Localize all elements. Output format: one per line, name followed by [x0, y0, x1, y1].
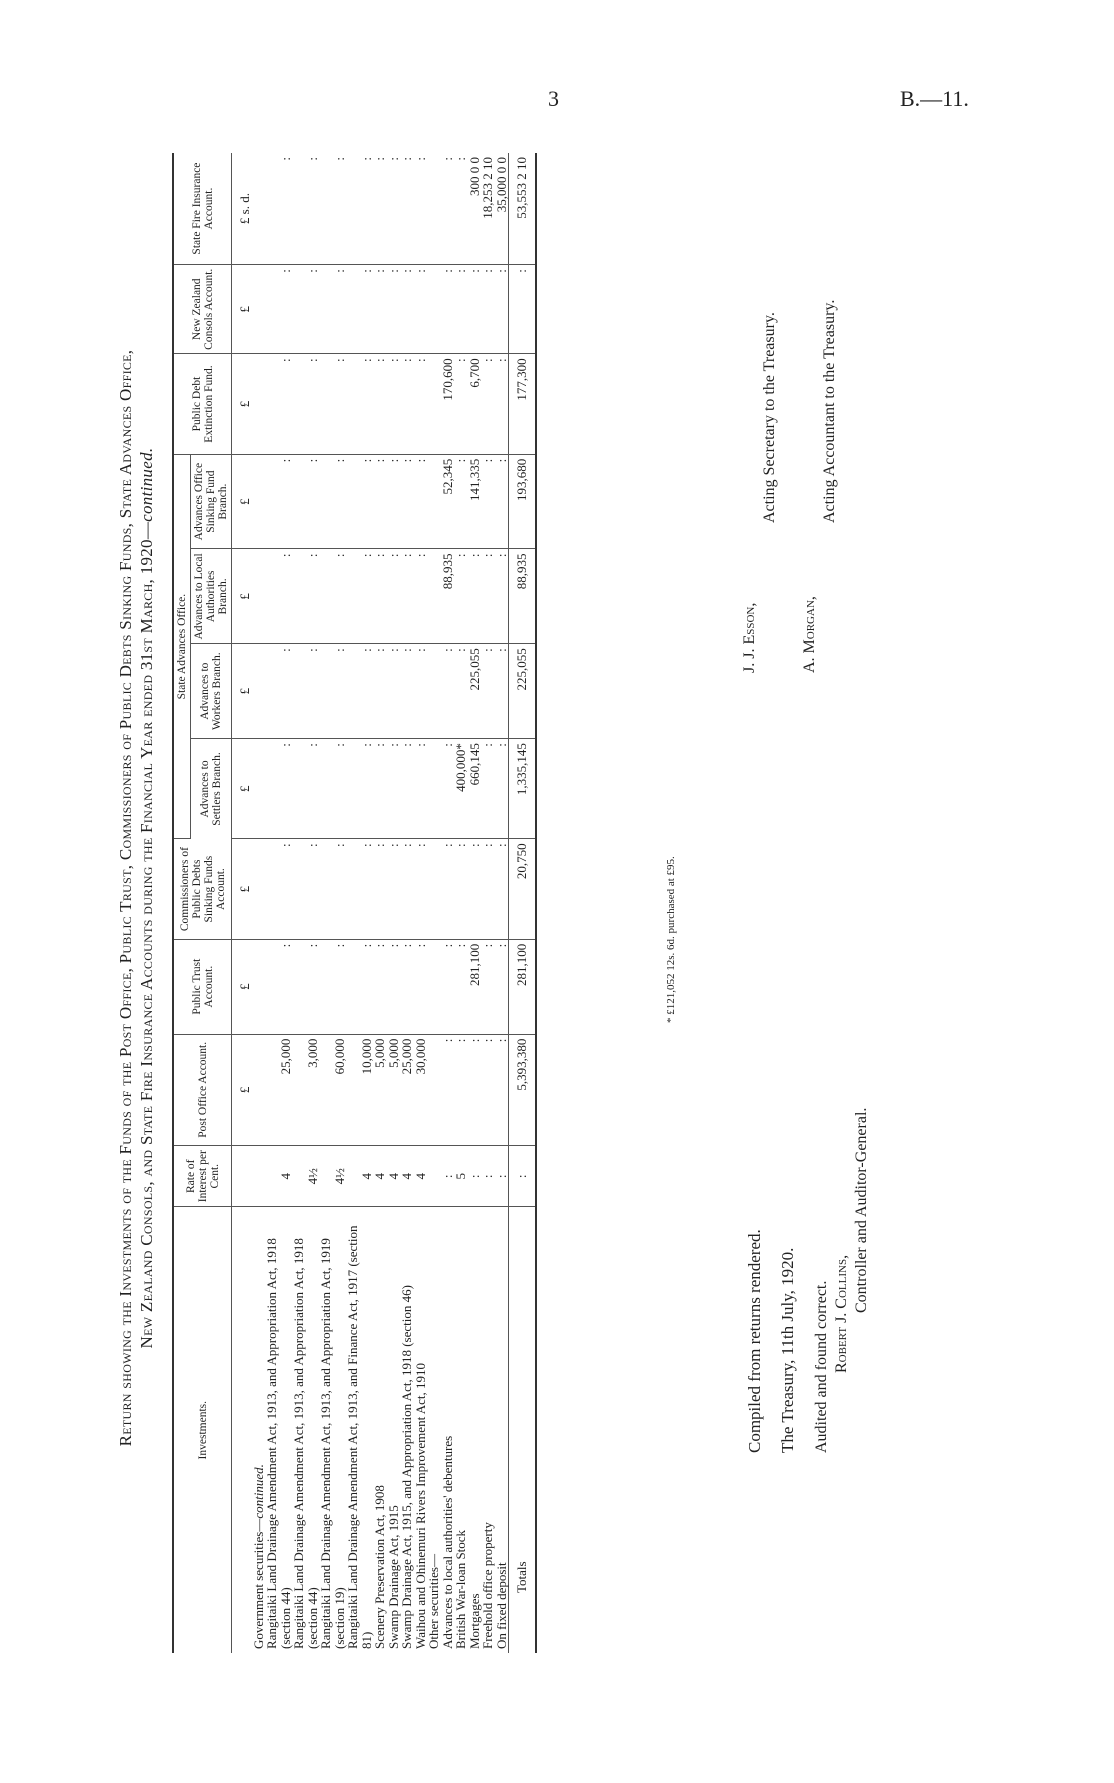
amount-cell: :: [495, 354, 509, 454]
compiled-note: Compiled from returns rendered.: [745, 1229, 764, 1453]
amount-cell: :: [319, 839, 346, 939]
amount-cell: :: [414, 549, 428, 644]
section-other: Other securities—: [426, 1554, 441, 1649]
amount-cell: :: [495, 939, 509, 1034]
signatory-role: Acting Accountant to the Treasury.: [821, 299, 838, 523]
amount-cell: :: [495, 1034, 509, 1146]
header-workers: Advances to Workers Branch.: [191, 644, 232, 739]
amount-cell: :: [373, 454, 387, 549]
investments-table: [172, 153, 537, 1653]
amount-cell: :: [400, 839, 414, 939]
interest-rate: 4½: [292, 1146, 319, 1207]
amount-cell: :: [319, 454, 346, 549]
total-sinking-fund: 193,680: [509, 454, 536, 549]
amount-cell: :: [495, 454, 509, 549]
amount-cell: 10,000: [346, 1034, 373, 1146]
interest-rate: 4: [373, 1146, 387, 1207]
amount-cell: :: [346, 939, 373, 1034]
amount-cell: :: [292, 644, 319, 739]
amount-cell: 60,000: [319, 1034, 346, 1146]
amount-cell: 18,253 2 10: [481, 153, 495, 265]
amount-cell: :: [454, 354, 468, 454]
amount-cell: :: [414, 153, 428, 265]
interest-rate: 4: [387, 1146, 401, 1207]
amount-cell: :: [400, 265, 414, 354]
amount-cell: :: [265, 153, 292, 265]
totals-rate: :: [509, 1146, 536, 1207]
amount-cell: :: [319, 549, 346, 644]
unit-cell: £: [232, 549, 252, 644]
amount-cell: :: [454, 839, 468, 939]
amount-cell: :: [373, 739, 387, 839]
unit-cell: £: [232, 939, 252, 1034]
amount-cell: :: [441, 153, 455, 265]
amount-cell: :: [292, 354, 319, 454]
total-post-office: 5,393,380: [509, 1034, 536, 1146]
footnote: * £121,052 12s. 6d. purchased at £95.: [665, 856, 677, 1023]
table-row: [292, 153, 319, 1653]
amount-cell: :: [387, 939, 401, 1034]
amount-cell: :: [265, 939, 292, 1034]
amount-cell: :: [495, 644, 509, 739]
amount-cell: :: [400, 644, 414, 739]
amount-cell: :: [346, 739, 373, 839]
other-rows: [441, 153, 509, 1653]
amount-cell: :: [481, 354, 495, 454]
amount-cell: :: [481, 454, 495, 549]
amount-cell: :: [265, 739, 292, 839]
amount-cell: :: [265, 265, 292, 354]
amount-cell: :: [468, 265, 482, 354]
investment-label: Freehold office property: [480, 1522, 495, 1649]
interest-rate: :: [441, 1146, 455, 1207]
amount-cell: :: [292, 739, 319, 839]
investment-label: Rangitaiki Land Drainage Amendment Act, 1913, and Appropriation Act, 1919 (section 19): [318, 1238, 347, 1649]
amount-cell: :: [373, 549, 387, 644]
amount-cell: :: [346, 354, 373, 454]
amount-cell: 52,345: [441, 454, 455, 549]
amount-cell: 281,100: [468, 939, 482, 1034]
amount-cell: :: [292, 454, 319, 549]
total-local-authorities: 88,935: [509, 549, 536, 644]
amount-cell: :: [400, 354, 414, 454]
auditor-role: Controller and Auditor-General.: [853, 1107, 870, 1313]
title-line-2: New Zealand Consols, and State Fire Insurance Accounts during the Financial Year ended 31st March, 1920—: [137, 521, 156, 1349]
document-title: [115, 123, 157, 1673]
page-number: 3: [548, 86, 559, 111]
interest-rate: :: [468, 1146, 482, 1207]
amount-cell: :: [414, 839, 428, 939]
amount-cell: :: [414, 265, 428, 354]
investment-label: Swamp Drainage Act, 1915, and Appropriation Act, 1918 (section 46): [399, 1285, 414, 1649]
unit-cell: £: [232, 454, 252, 549]
amount-cell: :: [454, 454, 468, 549]
signature-accountant: [800, 300, 840, 673]
amount-cell: :: [481, 839, 495, 939]
investment-label: On fixed deposit: [493, 1562, 509, 1649]
table-row: [468, 153, 482, 1653]
audit-line: Audited and found correct.: [813, 1280, 830, 1453]
investment-label: British War-loan Stock: [453, 1529, 468, 1649]
title-line-1: Return showing the Investments of the Funds of the Post Office, Public Trust, Commissioners of Public Debts Sinking Funds, State Advances Office,: [116, 349, 135, 1447]
table-row: [346, 153, 373, 1653]
amount-cell: 141,335: [468, 454, 482, 549]
total-nz-consols: :: [509, 265, 536, 354]
amount-cell: :: [495, 839, 509, 939]
amount-cell: :: [400, 739, 414, 839]
interest-rate: 5: [454, 1146, 468, 1207]
amount-cell: :: [387, 354, 401, 454]
amount-cell: :: [400, 454, 414, 549]
amount-cell: :: [265, 644, 292, 739]
amount-cell: :: [454, 549, 468, 644]
amount-cell: :: [454, 644, 468, 739]
header-fire-insurance: State Fire Insurance Account.: [173, 153, 232, 265]
amount-cell: :: [265, 839, 292, 939]
amount-cell: :: [387, 644, 401, 739]
amount-cell: :: [319, 739, 346, 839]
investment-label: Scenery Preservation Act, 1908: [372, 1485, 387, 1649]
amount-cell: :: [400, 549, 414, 644]
amount-cell: :: [481, 549, 495, 644]
investment-label: Waihou and Ohinemuri Rivers Improvement Act, 1910: [412, 1363, 428, 1649]
amount-cell: :: [387, 153, 401, 265]
amount-cell: :: [265, 454, 292, 549]
table-row: [414, 153, 428, 1653]
amount-cell: 300 0 0: [468, 153, 482, 265]
amount-cell: :: [414, 939, 428, 1034]
amount-cell: :: [319, 153, 346, 265]
amount-cell: 660,145: [468, 739, 482, 839]
unit-cell: £: [232, 354, 252, 454]
amount-cell: :: [373, 153, 387, 265]
table-row: [387, 153, 401, 1653]
amount-cell: :: [319, 644, 346, 739]
amount-cell: :: [265, 549, 292, 644]
interest-rate: 4: [414, 1146, 428, 1207]
amount-cell: :: [319, 265, 346, 354]
amount-cell: :: [346, 644, 373, 739]
auditor-name: Robert J. Collins,: [833, 1254, 850, 1373]
header-local-authorities: Advances to Local Authorities Branch.: [191, 549, 232, 644]
amount-cell: :: [454, 939, 468, 1034]
amount-cell: :: [346, 153, 373, 265]
amount-cell: 6,700: [468, 354, 482, 454]
amount-cell: 35,000 0 0: [495, 153, 509, 265]
table-row: [265, 153, 292, 1653]
signature-secretary: [740, 312, 780, 673]
amount-cell: :: [292, 549, 319, 644]
amount-cell: 3,000: [292, 1034, 319, 1146]
interest-rate: 4½: [319, 1146, 346, 1207]
amount-cell: :: [346, 549, 373, 644]
interest-rate: 4: [400, 1146, 414, 1207]
amount-cell: :: [292, 153, 319, 265]
amount-cell: :: [373, 644, 387, 739]
amount-cell: :: [495, 739, 509, 839]
amount-cell: :: [441, 939, 455, 1034]
investment-label: Swamp Drainage Act, 1915: [385, 1505, 401, 1649]
amount-cell: 225,055: [468, 644, 482, 739]
amount-cell: :: [373, 265, 387, 354]
investment-label: Rangitaiki Land Drainage Amendment Act, 1913, and Appropriation Act, 1918 (section 44): [291, 1238, 320, 1649]
amount-cell: :: [441, 1034, 455, 1146]
interest-rate: :: [495, 1146, 509, 1207]
amount-cell: 170,600: [441, 354, 455, 454]
amount-cell: :: [468, 1034, 482, 1146]
amount-cell: :: [319, 939, 346, 1034]
header-rate: Rate of Interest per Cent.: [173, 1146, 232, 1207]
amount-cell: :: [265, 354, 292, 454]
header-sinking-fund: Advances Office Sinking Fund Branch.: [191, 454, 232, 549]
header-investments: Investments.: [173, 1207, 232, 1653]
amount-cell: :: [373, 354, 387, 454]
interest-rate: 4: [265, 1146, 292, 1207]
amount-cell: :: [481, 1034, 495, 1146]
amount-cell: 88,935: [441, 549, 455, 644]
amount-cell: :: [292, 939, 319, 1034]
unit-cell: £: [232, 265, 252, 354]
amount-cell: :: [414, 354, 428, 454]
amount-cell: :: [414, 454, 428, 549]
header-nz-consols: New Zealand Consols Account.: [173, 265, 232, 354]
unit-cell: £: [232, 839, 252, 939]
total-public-debt: 177,300: [509, 354, 536, 454]
amount-cell: :: [481, 644, 495, 739]
table-row: [495, 153, 509, 1653]
section-label: [252, 1207, 266, 1653]
amount-cell: 5,000: [373, 1034, 387, 1146]
amount-cell: :: [373, 939, 387, 1034]
audit-block: [812, 1108, 872, 1453]
amount-cell: :: [441, 265, 455, 354]
amount-cell: :: [468, 839, 482, 939]
section-continued: continued.: [250, 1464, 266, 1519]
amount-cell: :: [454, 153, 468, 265]
amount-cell: :: [468, 549, 482, 644]
totals-label: Totals: [509, 1207, 536, 1653]
investment-label: Rangitaiki Land Drainage Amendment Act, 1913, and Appropriation Act, 1918 (section 44): [264, 1238, 293, 1649]
page-reference: B.—11.: [900, 86, 969, 111]
amount-cell: :: [292, 839, 319, 939]
treasury-date: The Treasury, 11th July, 1920.: [778, 1247, 797, 1453]
amount-cell: 25,000: [265, 1034, 292, 1146]
unit-cell: £ s. d.: [232, 153, 252, 265]
amount-cell: 25,000: [400, 1034, 414, 1146]
interest-rate: 4: [346, 1146, 373, 1207]
amount-cell: :: [441, 839, 455, 939]
amount-cell: 400,000*: [454, 739, 468, 839]
unit-cell: £: [232, 1034, 252, 1146]
amount-cell: :: [387, 454, 401, 549]
signatory-role: Acting Secretary to the Treasury.: [761, 312, 778, 523]
amount-cell: 5,000: [387, 1034, 401, 1146]
section-row-other: [427, 153, 441, 1653]
signatory-name: A. Morgan,: [801, 596, 818, 673]
unit-cell: £: [232, 644, 252, 739]
amount-cell: :: [346, 265, 373, 354]
table-row: [319, 153, 346, 1653]
header-state-advances: State Advances Office.: [173, 454, 191, 839]
amount-cell: :: [481, 739, 495, 839]
total-commissioners: 20,750: [509, 839, 536, 939]
header-settlers: Advances to Settlers Branch.: [191, 739, 232, 839]
investment-label: Rangitaiki Land Drainage Amendment Act, 1913, and Finance Act, 1917 (section 81): [345, 1225, 374, 1649]
table-row: [373, 153, 387, 1653]
government-rows: [265, 153, 427, 1653]
amount-cell: :: [481, 939, 495, 1034]
table-row: [400, 153, 414, 1653]
interest-rate: :: [481, 1146, 495, 1207]
header-public-trust: Public Trust Account.: [173, 939, 232, 1034]
header-post-office: Post Office Account.: [173, 1034, 232, 1146]
unit-cell: £: [232, 739, 252, 839]
amount-cell: :: [414, 644, 428, 739]
amount-cell: :: [441, 644, 455, 739]
amount-cell: :: [400, 153, 414, 265]
units-row: [232, 153, 252, 1653]
table-row: [481, 153, 495, 1653]
section-row-government: [252, 153, 266, 1653]
amount-cell: :: [319, 354, 346, 454]
amount-cell: :: [346, 454, 373, 549]
section-government: Government securities—: [250, 1518, 266, 1649]
amount-cell: :: [292, 265, 319, 354]
amount-cell: :: [387, 839, 401, 939]
total-fire-insurance: 53,553 2 10: [509, 153, 536, 265]
amount-cell: :: [387, 739, 401, 839]
signatory-name: J. J. Esson,: [741, 602, 758, 673]
amount-cell: :: [441, 739, 455, 839]
amount-cell: :: [346, 839, 373, 939]
amount-cell: :: [481, 265, 495, 354]
investment-label: Advances to local authorities' debentures: [439, 1435, 455, 1649]
amount-cell: :: [373, 839, 387, 939]
total-workers: 225,055: [509, 644, 536, 739]
amount-cell: :: [495, 549, 509, 644]
header-public-debt: Public Debt Extinction Fund.: [173, 354, 232, 454]
amount-cell: 30,000: [414, 1034, 428, 1146]
total-public-trust: 281,100: [509, 939, 536, 1034]
investment-label: Mortgages: [466, 1593, 482, 1649]
total-settlers: 1,335,145: [509, 739, 536, 839]
table-row: [454, 153, 468, 1653]
header-commissioners: Commissioners of Public Debts Sinking Funds Account.: [173, 839, 232, 939]
amount-cell: :: [454, 265, 468, 354]
totals-row: [509, 153, 536, 1653]
table-row: [441, 153, 455, 1653]
amount-cell: :: [414, 739, 428, 839]
title-continued: continued.: [137, 447, 156, 522]
amount-cell: :: [454, 1034, 468, 1146]
amount-cell: :: [495, 265, 509, 354]
amount-cell: :: [387, 265, 401, 354]
amount-cell: :: [387, 549, 401, 644]
amount-cell: :: [400, 939, 414, 1034]
